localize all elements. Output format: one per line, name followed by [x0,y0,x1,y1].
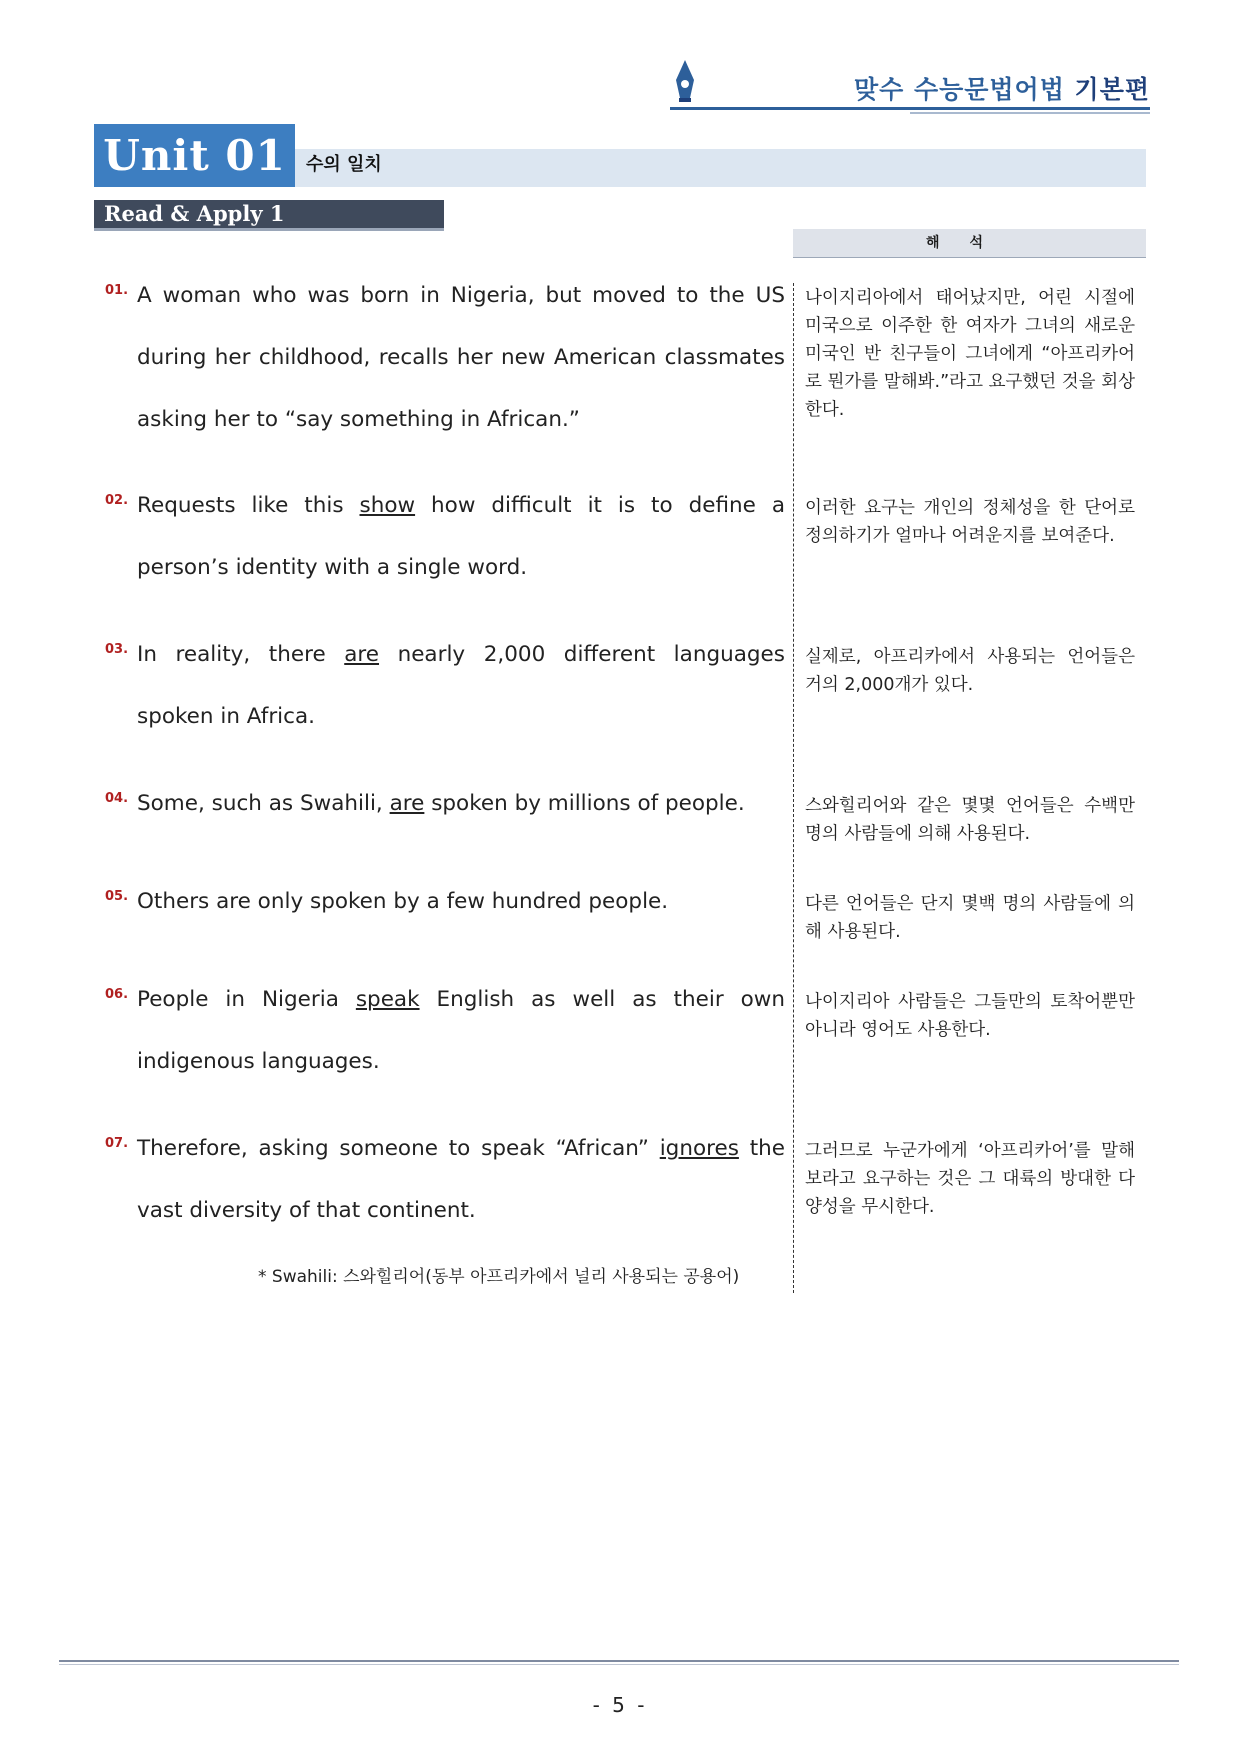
sentence-english: Requests like this show how difficult it is to define a person’s identity with a single word. [137,493,785,580]
sentence-item-03 [105,638,785,748]
sentence-korean-04: 스와힐리어와 같은 몇몇 언어들은 수백만 명의 사람들에 의해 사용된다. [805,796,1135,844]
header-rule [670,107,1150,110]
underlined-verb: are [389,791,425,816]
sentence-number: 07. [105,1136,129,1151]
header-brand [670,58,1150,110]
underlined-verb: ignores [659,1136,739,1161]
sentence-number: 06. [105,987,129,1002]
sentence-number: 03. [105,642,129,657]
unit-subtitle-bar [295,149,1146,187]
sentence-korean-07: 그러므로 누군가에게 ‘아프리카어’를 말해보라고 요구하는 것은 그 대륙의 방대한 다양성을 무시한다. [805,1141,1135,1217]
sentence-korean-06: 나이지리아 사람들은 그들만의 토착어뿐만 아니라 영어도 사용한다. [805,992,1135,1040]
underlined-verb: show [359,493,416,518]
footnote: * Swahili: 스와힐리어(동부 아프리카에서 널리 사용되는 공용어) [258,1267,740,1287]
column-divider [793,283,794,1293]
book-title: 맞수 수능문법어법 기본편 [853,75,1150,104]
sentence-english: In reality, there are nearly 2,000 different languages spoken in Africa. [137,642,785,729]
sentence-item-05 [105,885,785,933]
pen-nib-logo-icon [670,58,700,104]
sentence-item-02 [105,489,785,599]
sentence-english: Therefore, asking someone to speak “African” ignores the vast diversity of that continent. [137,1136,785,1223]
sentence-number: 01. [105,283,129,298]
sentence-item-04 [105,787,785,835]
unit-subtitle: 수의 일치 [306,154,382,175]
sentence-korean-02: 이러한 요구는 개인의 정체성을 한 단어로 정의하기가 얼마나 어려운지를 보여준다. [805,498,1135,546]
section-label-shadow [94,228,444,231]
translation-header: 해석 [793,229,1146,258]
sentence-number: 02. [105,493,129,508]
sentence-number: 04. [105,791,129,806]
underlined-verb: are [344,642,380,667]
sentence-korean-05: 다른 언어들은 단지 몇백 명의 사람들에 의해 사용된다. [805,894,1135,942]
sentence-english: Others are only spoken by a few hundred people. [137,889,669,914]
unit-label: Unit 01 [94,124,295,187]
sentence-item-06 [105,983,785,1093]
sentence-item-07 [105,1132,785,1242]
underlined-verb: speak [355,987,420,1012]
sentence-english: People in Nigeria speak English as well as their own indigenous languages. [137,987,785,1074]
footer-rule [59,1660,1179,1662]
sentence-item-01 [105,279,785,451]
header-rule-accent [910,112,1150,114]
page-number: - 5 - [592,1693,648,1717]
sentence-number: 05. [105,889,129,904]
sentence-korean-01: 나이지리아에서 태어났지만, 어린 시절에 미국으로 이주한 한 여자가 그녀의 새로운 미국인 반 친구들이 그녀에게 “아프리카어로 뭔가를 말해봐.”라고 요구했던 것을 회상한다. [805,288,1135,420]
sentence-korean-03: 실제로, 아프리카에서 사용되는 언어들은 거의 2,000개가 있다. [805,647,1135,695]
sentence-english: A woman who was born in Nigeria, but moved to the US during her childhood, recalls her new American classmates asking her to “say something in African.” [137,283,785,432]
section-label: Read & Apply 1 [94,200,444,228]
footer-rule-accent [59,1664,1179,1665]
sentence-english: Some, such as Swahili, are spoken by millions of people. [137,791,745,816]
